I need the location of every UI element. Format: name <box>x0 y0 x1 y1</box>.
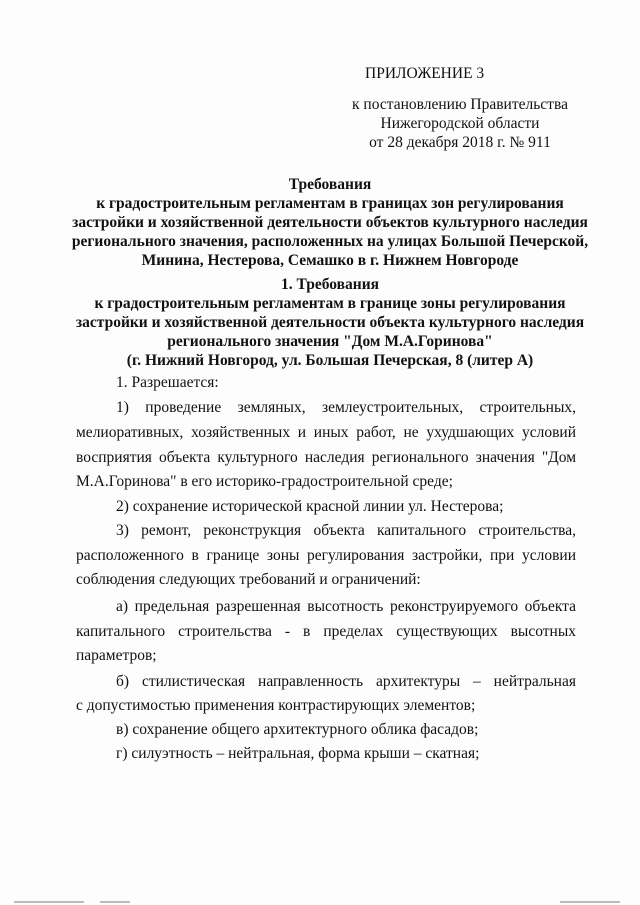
main-heading-line: регионального значения, расположенных на улицах Большой Печерской, <box>71 233 589 250</box>
paragraph-line: мелиоративных, хозяйственных и иных работ, не ухудшающих условий <box>76 424 576 441</box>
section-heading-line: 1. Требования <box>280 276 380 293</box>
appendix-line-1: к постановлению Правительства <box>352 96 568 113</box>
paragraph-line: 2) сохранение исторической красной линии ул. Нестерова; <box>116 498 504 515</box>
main-heading <box>60 175 600 270</box>
section-heading-line: (г. Нижний Новгород, ул. Большая Печерская, 8 (литер А) <box>126 352 534 369</box>
paragraph-line: 3) ремонт, реконструкция объекта капитального строительства, <box>116 522 576 539</box>
main-heading-line: Минина, Нестерова, Семашко в г. Нижнем Новгороде <box>141 252 519 269</box>
paragraph-line: а) предельная разрешенная высотность реконструируемого объекта <box>116 598 576 615</box>
main-heading-line: застройки и хозяйственной деятельности объектов культурного наследия <box>72 214 588 231</box>
section-heading-line: регионального значения "Дом М.А.Горинова" <box>167 333 493 350</box>
paragraph-line: в) сохранение общего архитектурного облика фасадов; <box>116 721 479 738</box>
main-heading-line: к градостроительным регламентам в границах зон регулирования <box>96 195 564 212</box>
scan-artifact <box>560 901 620 903</box>
appendix-line-3: от 28 декабря 2018 г. № 911 <box>369 134 551 151</box>
paragraph-line: капитального строительства - в пределах существующих высотных <box>76 623 576 640</box>
paragraph-line: 1) проведение земляных, землеустроительных, строительных, <box>116 399 576 416</box>
paragraph-line: г) силуэтность – нейтральная, форма крыши – скатная; <box>116 745 480 762</box>
appendix-title: ПРИЛОЖЕНИЕ 3 <box>365 65 485 82</box>
scan-artifact <box>100 901 130 903</box>
paragraph-line: М.А.Горинова" в его историко-градостроительной среде; <box>76 473 453 490</box>
scan-artifact <box>14 901 84 903</box>
paragraph-line: б) стилистическая направленность архитектуры – нейтральная <box>116 673 576 690</box>
paragraph-line: параметров; <box>76 647 157 664</box>
paragraph-allowed: 1. Разрешается: <box>116 374 219 391</box>
section-heading-line: застройки и хозяйственной деятельности объекта культурного наследия <box>75 314 585 331</box>
appendix-line-2: Нижегородской области <box>380 115 540 132</box>
section-heading <box>60 275 600 370</box>
main-heading-line: Требования <box>288 176 372 193</box>
paragraph-line: соблюдения следующих требований и ограничений: <box>76 571 421 588</box>
paragraph-line: восприятия объекта культурного наследия регионального значения "Дом <box>76 449 576 466</box>
section-heading-line: к градостроительным регламентам в границе зоны регулирования <box>94 295 566 312</box>
paragraph-line: с допустимостью применения контрастирующих элементов; <box>76 697 476 714</box>
paragraph-line: расположенного в границе зоны регулирования застройки, при условии <box>76 547 576 564</box>
